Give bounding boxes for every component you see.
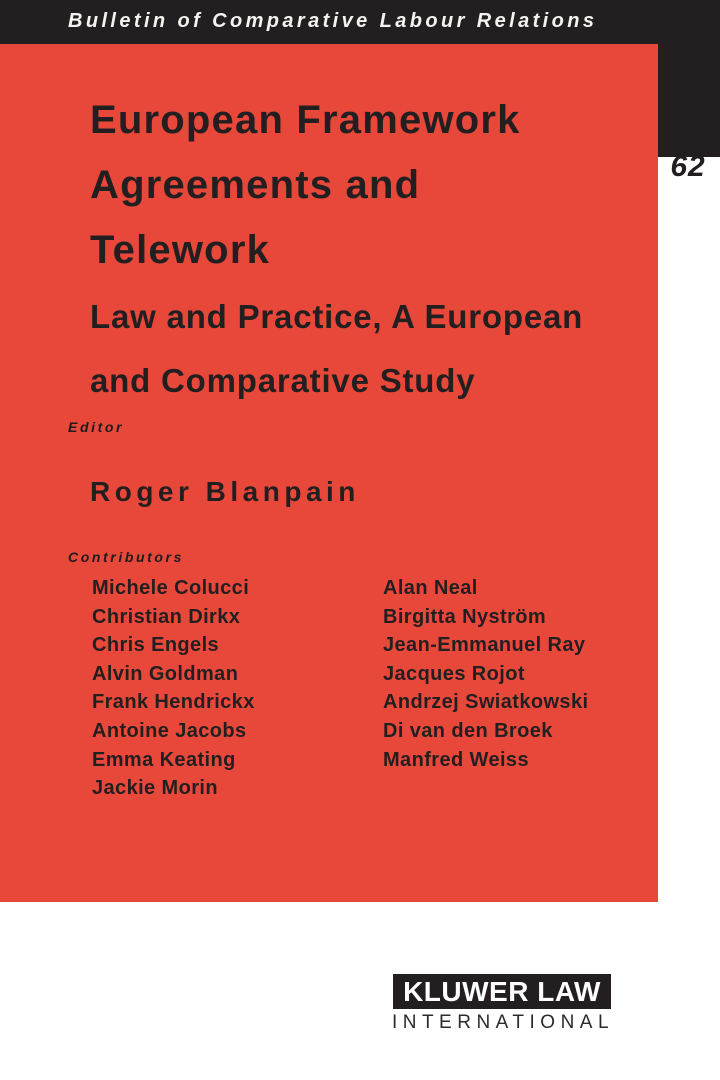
publisher-logo-box: KLUWER LAW [393,974,611,1009]
publisher-logo-subname: INTERNATIONAL [391,1012,615,1033]
editor-name: Roger Blanpain [90,476,360,507]
contributor-name: Antoine Jacobs [92,719,247,742]
contributor-name: Manfred Weiss [383,748,529,771]
contributor-name: Jackie Morin [92,777,218,800]
contributor-name: Jacques Rojot [383,662,525,685]
contributor-name: Di van den Broek [383,719,553,742]
contributors-label: Contributors [68,549,184,565]
book-title-line-1: European Framework [90,98,521,142]
contributor-name: Andrzej Swiatkowski [383,691,589,714]
contributor-name: Christian Dirkx [92,605,241,628]
book-subtitle-line-1: Law and Practice, A European [90,298,584,335]
contributor-name: Chris Engels [92,634,220,657]
book-title-line-3: Telework [90,228,271,272]
contributor-name: Alan Neal [383,577,478,599]
contributor-name: Michele Colucci [92,577,250,599]
book-subtitle-line-2: and Comparative Study [90,362,476,399]
book-title-line-2: Agreements and [90,163,421,207]
contributor-name: Birgitta Nyström [383,605,547,628]
contributor-name: Alvin Goldman [92,662,239,685]
contributor-name: Jean-Emmanuel Ray [383,634,586,657]
contributor-name: Frank Hendrickx [92,691,255,714]
contributors-column-1 [92,574,255,803]
book-title [90,88,650,283]
contributor-name: Emma Keating [92,748,236,771]
contributors-column-2 [383,574,588,774]
series-title: Bulletin of Comparative Labour Relations [68,10,598,32]
book-subtitle [90,285,650,413]
series-volume-number: 62 [670,150,706,183]
editor-label: Editor [68,419,125,435]
